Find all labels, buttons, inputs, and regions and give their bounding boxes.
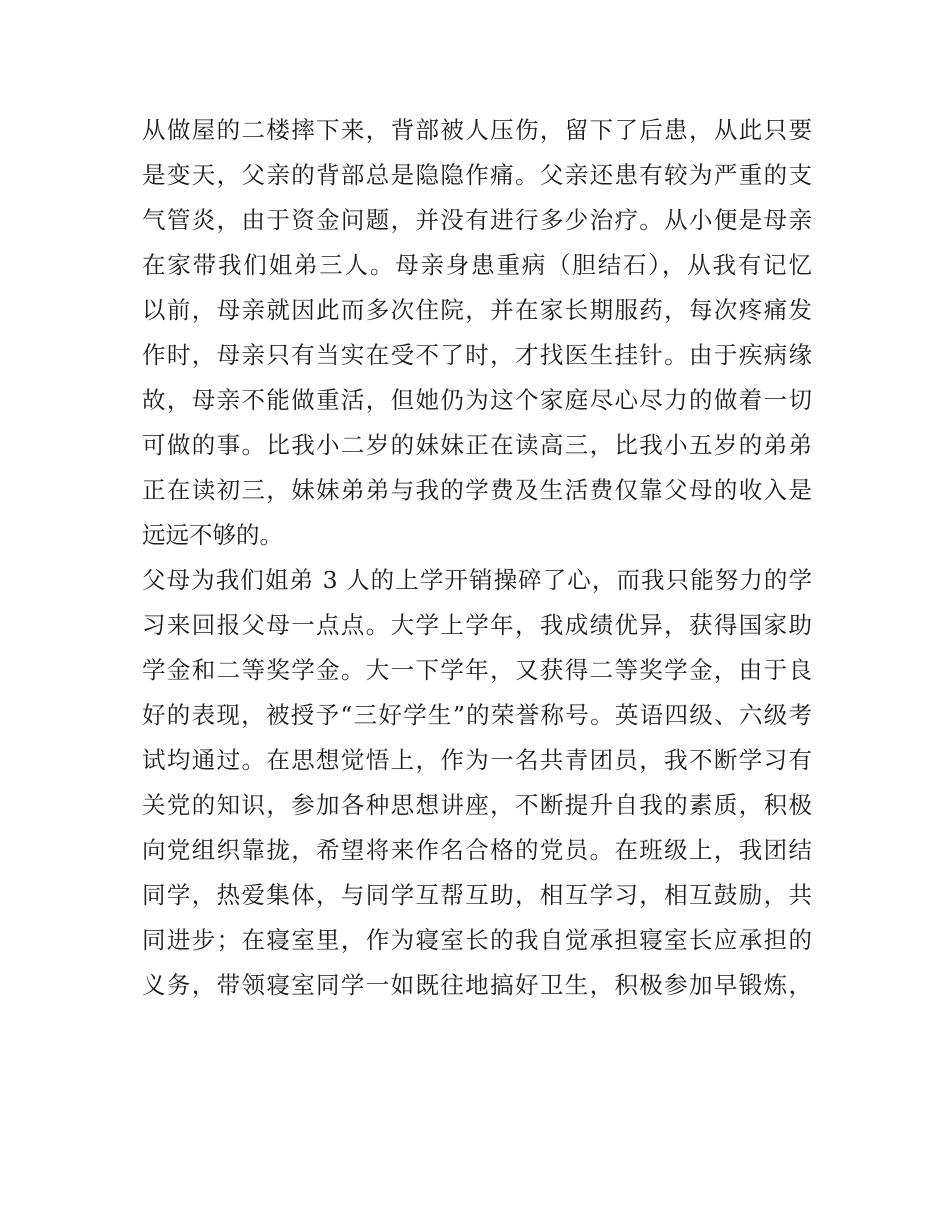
text-line: 学金和二等奖学金。大一下学年，又获得二等奖学金，由于良 (142, 656, 812, 684)
text-line: 义务，带领寝室同学一如既往地搞好卫生，积极参加早锻炼， (142, 971, 812, 999)
text-line: 好的表现，被授予“三好学生”的荣誉称号。英语四级、六级考 (142, 701, 812, 729)
paragraph-2 (142, 558, 812, 1008)
text-line: 习来回报父母一点点。大学上学年，我成绩优异，获得国家助 (142, 611, 812, 639)
text-line: 父母为我们姐弟 3 人的上学开销操碎了心，而我只能努力的学 (142, 566, 812, 594)
text-line: 故，母亲不能做重活，但她仍为这个家庭尽心尽力的做着一切 (142, 386, 812, 414)
text-line: 试均通过。在思想觉悟上，作为一名共青团员，我不断学习有 (142, 746, 812, 774)
text-line: 远远不够的。 (142, 521, 283, 549)
text-line: 是变天，父亲的背部总是隐隐作痛。父亲还患有较为严重的支 (142, 161, 812, 189)
text-line: 可做的事。比我小二岁的妹妹正在读高三，比我小五岁的弟弟 (142, 431, 812, 459)
text-line: 关党的知识，参加各种思想讲座，不断提升自我的素质，积极 (142, 791, 812, 819)
text-line: 以前，母亲就因此而多次住院，并在家长期服药，每次疼痛发 (142, 296, 812, 324)
text-line: 作时，母亲只有当实在受不了时，才找医生挂针。由于疾病缘 (142, 341, 812, 369)
text-line: 气管炎，由于资金问题，并没有进行多少治疗。从小便是母亲 (142, 206, 812, 234)
text-line: 同进步；在寝室里，作为寝室长的我自觉承担寝室长应承担的 (142, 926, 812, 954)
text-line: 在家带我们姐弟三人。母亲身患重病（胆结石），从我有记忆 (142, 251, 812, 279)
text-line: 正在读初三，妹妹弟弟与我的学费及生活费仅靠父母的收入是 (142, 476, 812, 504)
text-line: 从做屋的二楼摔下来，背部被人压伤，留下了后患，从此只要 (142, 116, 812, 144)
document-body (142, 108, 812, 1008)
text-line: 同学，热爱集体，与同学互帮互助，相互学习，相互鼓励，共 (142, 881, 812, 909)
text-line: 向党组织靠拢，希望将来作名合格的党员。在班级上，我团结 (142, 836, 812, 864)
paragraph-1 (142, 108, 812, 558)
